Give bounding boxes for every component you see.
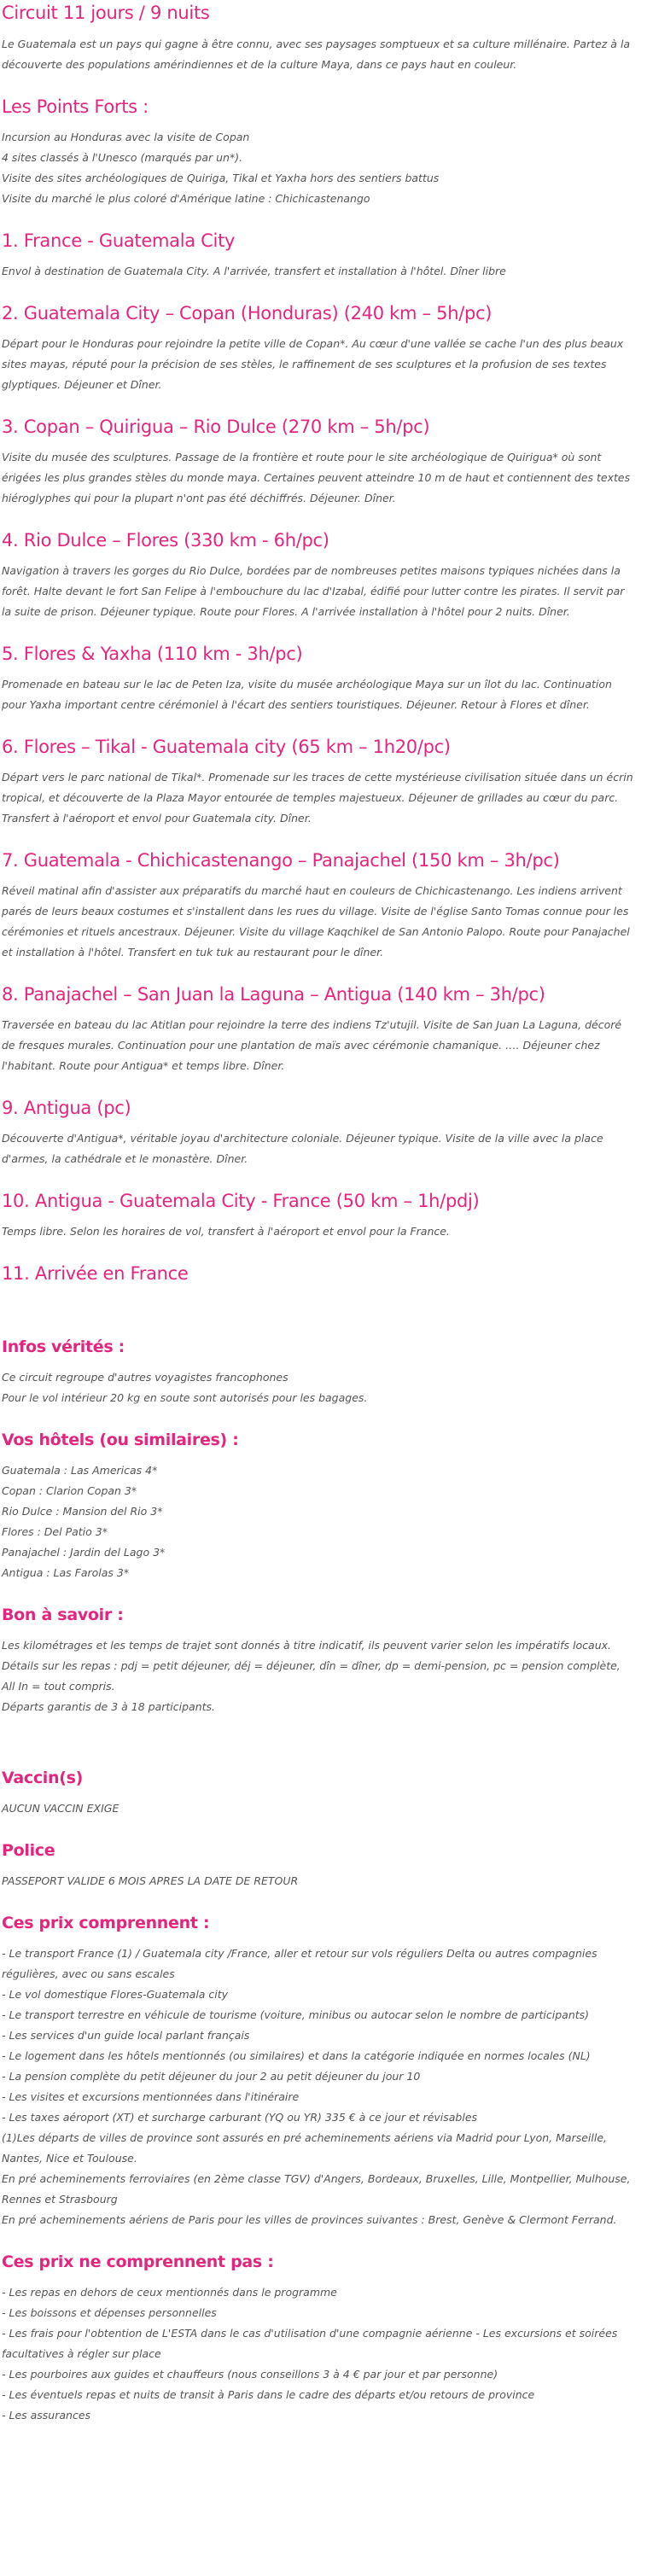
list-item: Détails sur les repas : pdj = petit déjeuner, déj = déjeuner, dîn = dîner, dp = demi-pension, pc = pension complète, All In = tout compris.	[2, 1659, 621, 1693]
list-item: - Les taxes aéroport (XT) et surcharge carburant (YQ ou YR) 335 € à ce jour et révisables	[2, 2111, 478, 2124]
list-item: - La pension complète du petit déjeuner du jour 2 au petit déjeuner du jour 10	[2, 2070, 421, 2083]
day-title: 4. Rio Dulce – Flores (330 km - 6h/pc)	[2, 530, 329, 551]
intro-text: Le Guatemala est un pays qui gagne à être connu, avec ses paysages somptueux et sa culture millénaire. Partez à la découverte des populations amérindiennes et de la culture Maya, dans ce pays haut en couleur.	[2, 38, 631, 71]
list-item: - Le vol domestique Flores-Guatemala city	[2, 1988, 229, 2001]
list-item: - Les boissons et dépenses personnelles	[2, 2306, 217, 2319]
prix-comprennent-list	[2, 1944, 633, 2230]
infos-section	[2, 1336, 633, 1408]
list-item: Départs garantis de 3 à 18 participants.	[2, 1700, 216, 1713]
day-text: Réveil matinal afin d'assister aux préparatifs du marché haut en couleurs de Chichicastenango. Les indiens arrivent parés de leurs beaux costumes et s'installent dans les rues du village. Visite de l'église Santo Tomas connue pour les cérémonies et rituels ancestraux. Déjeuner. Visite du village Kaqchikel de San Antonio Palopo. Route pour Panajachel et installation à l'hôtel. Transfert en tuk tuk au restaurant pour le dîner.	[2, 884, 630, 959]
list-item: Pour le vol intérieur 20 kg en soute sont autorisés pour les bagages.	[2, 1391, 368, 1404]
prix-comprennent-heading: Ces prix comprennent :	[2, 1914, 210, 1932]
list-item: - Les pourboires aux guides et chauffeurs (nous conseillons 3 à 4 € par jour et par personne)	[2, 2368, 498, 2381]
day-title: 9. Antigua (pc)	[2, 1098, 131, 1118]
vaccins-section	[2, 1767, 633, 1819]
list-item: Visite des sites archéologiques de Quiriga, Tikal et Yaxha hors des sentiers battus	[2, 172, 440, 184]
day-title: 8. Panajachel – San Juan la Laguna – Antigua (140 km – 3h/pc)	[2, 984, 545, 1005]
list-item: Les kilométrages et les temps de trajet sont donnés à titre indicatif, ils peuvent varier selon les impératifs locaux.	[2, 1639, 611, 1652]
list-item: - Les frais pour l'obtention de L'ESTA dans le cas d'utilisation d'une compagnie aérienne - Les excursions et soirées facultatives à régler sur place	[2, 2327, 618, 2360]
bon-a-savoir-list	[2, 1635, 633, 1717]
prix-ne-comprennent-list	[2, 2282, 633, 2426]
list-item: Antigua : Las Farolas 3*	[2, 1566, 130, 1579]
list-item: - Les visites et excursions mentionnées dans l'itinéraire	[2, 2090, 300, 2103]
police-heading: Police	[2, 1841, 55, 1860]
list-item: - Les services d'un guide local parlant français	[2, 2029, 250, 2042]
list-item: - Le transport terrestre en véhicule de tourisme (voiture, minibus ou autocar selon le nombre de participants)	[2, 2008, 590, 2021]
day-title: 6. Flores – Tikal - Guatemala city (65 km – 1h20/pc)	[2, 737, 451, 757]
day-4	[2, 529, 633, 622]
list-item: Ce circuit regroupe d'autres voyagistes francophones	[2, 1371, 289, 1384]
day-title: 5. Flores & Yaxha (110 km - 3h/pc)	[2, 644, 303, 664]
day-title: 1. France - Guatemala City	[2, 230, 236, 251]
list-item: Guatemala : Las Americas 4*	[2, 1464, 158, 1477]
prix-comprennent-section	[2, 1912, 633, 2230]
day-10	[2, 1190, 633, 1242]
list-item: Visite du marché le plus coloré d'Amérique latine : Chichicastenango	[2, 192, 370, 205]
infos-heading: Infos vérités :	[2, 1338, 125, 1356]
day-3	[2, 416, 633, 509]
list-item: Rio Dulce : Mansion del Rio 3*	[2, 1505, 163, 1518]
bon-a-savoir-section	[2, 1604, 633, 1717]
day-text: Navigation à travers les gorges du Rio Dulce, bordées par de nombreuses petites maisons typiques nichées dans la forêt. Halte devant le fort San Felipe à l'embouchure du lac d'Izabal, édifié pour lutter contre les pirates. Il servit par la suite de prison. Déjeuner typique. Route pour Flores. A l'arrivée installation à l'hôtel pour 2 nuits. Dîner.	[2, 564, 625, 618]
day-7	[2, 849, 633, 963]
day-title: 11. Arrivée en France	[2, 1263, 189, 1284]
day-text: Temps libre. Selon les horaires de vol, transfert à l'aéroport et envol pour la France.	[2, 1225, 450, 1238]
list-item: Panajachel : Jardin del Lago 3*	[2, 1546, 166, 1559]
hotels-section	[2, 1429, 633, 1583]
day-text: Découverte d'Antigua*, véritable joyau d'architecture coloniale. Déjeuner typique. Visite de la ville avec la place d'armes, la cathédrale et le monastère. Dîner.	[2, 1132, 603, 1165]
points-forts-heading: Les Points Forts :	[2, 96, 149, 117]
list-item: - Le logement dans les hôtels mentionnés (ou similaires) et dans la catégorie indiquée en normes locales (NL)	[2, 2049, 591, 2062]
vaccins-heading: Vaccin(s)	[2, 1769, 84, 1787]
day-2	[2, 302, 633, 395]
points-forts-section	[2, 96, 633, 209]
list-item: - Les assurances	[2, 2409, 91, 2422]
list-item: En pré acheminements aériens de Paris pour les villes de provinces suivantes : Brest, Genève & Clermont Ferrand.	[2, 2213, 617, 2226]
page-title: Circuit 11 jours / 9 nuits	[2, 3, 210, 23]
hotels-list	[2, 1460, 633, 1583]
day-1	[2, 230, 633, 282]
police-text: PASSEPORT VALIDE 6 MOIS APRES LA DATE DE RETOUR	[2, 1874, 299, 1887]
day-text: Promenade en bateau sur le lac de Peten Iza, visite du musée archéologique Maya sur un îlot du lac. Continuation pour Yaxha important centre cérémoniel à l'écart des sentiers touristiques. Déjeuner. Retour à Flores et dîner.	[2, 678, 612, 711]
list-item: Copan : Clarion Copan 3*	[2, 1484, 137, 1497]
list-item: 4 sites classés à l'Unesco (marqués par un*).	[2, 151, 243, 164]
list-item: - Les repas en dehors de ceux mentionnés dans le programme	[2, 2286, 337, 2299]
prix-ne-comprennent-section	[2, 2251, 633, 2426]
day-9	[2, 1097, 633, 1169]
bon-a-savoir-heading: Bon à savoir :	[2, 1606, 124, 1624]
list-item: Flores : Del Patio 3*	[2, 1525, 108, 1538]
day-text: Départ pour le Honduras pour rejoindre la petite ville de Copan*. Au cœur d'une vallée se cache l'un des plus beaux sites mayas, réputé pour la précision de ses stèles, le raffinement de ses sculptures et la profusion de ses textes glyptiques. Déjeuner et Dîner.	[2, 337, 624, 391]
prix-ne-comprennent-heading: Ces prix ne comprennent pas :	[2, 2253, 274, 2271]
vaccins-text: AUCUN VACCIN EXIGE	[2, 1802, 119, 1815]
list-item: (1)Les départs de villes de province sont assurés en pré acheminements aériens via Madrid pour Lyon, Marseille, Nantes, Nice et Toulouse.	[2, 2131, 608, 2165]
list-item: - Le transport France (1) / Guatemala city /France, aller et retour sur vols réguliers Delta ou autres compagnies régulières, avec ou sans escales	[2, 1947, 597, 1980]
day-text: Visite du musée des sculptures. Passage de la frontière et route pour le site archéologique de Quirigua* où sont érigées les plus grandes stèles du monde maya. Certaines peuvent atteindre 10 m de haut et contiennent des textes hiéroglyphes qui pour la plupart n'ont pas été déchiffrés. Déjeuner. Dîner.	[2, 451, 631, 504]
infos-list	[2, 1367, 633, 1408]
day-5	[2, 643, 633, 715]
list-item: Incursion au Honduras avec la visite de Copan	[2, 131, 250, 143]
day-text: Départ vers le parc national de Tikal*. Promenade sur les traces de cette mystérieuse civilisation située dans un écrin tropical, et découverte de la Plaza Mayor entourée de temples majestueux. Déjeuner de grillades au cœur du parc. Transfert à l'aéroport et envol pour Guatemala city. Dîner.	[2, 771, 633, 825]
day-8	[2, 983, 633, 1076]
list-item: - Les éventuels repas et nuits de transit à Paris dans le cadre des départs et/ou retours de province	[2, 2388, 535, 2401]
day-6	[2, 736, 633, 829]
day-title: 10. Antigua - Guatemala City - France (50 km – 1h/pdj)	[2, 1191, 480, 1211]
day-title: 3. Copan – Quirigua – Rio Dulce (270 km – 5h/pc)	[2, 417, 430, 437]
day-title: 7. Guatemala - Chichicastenango – Panajachel (150 km – 3h/pc)	[2, 850, 560, 871]
points-forts-list	[2, 127, 633, 209]
day-11	[2, 1262, 633, 1285]
hotels-heading: Vos hôtels (ou similaires) :	[2, 1431, 239, 1449]
police-section	[2, 1839, 633, 1891]
day-title: 2. Guatemala City – Copan (Honduras) (240 km – 5h/pc)	[2, 303, 493, 323]
day-text: Envol à destination de Guatemala City. A l'arrivée, transfert et installation à l'hôtel. Dîner libre	[2, 265, 506, 277]
list-item: En pré acheminements ferroviaires (en 2ème classe TGV) d'Angers, Bordeaux, Bruxelles, Lille, Montpellier, Mulhouse, Rennes et Strasbourg	[2, 2172, 631, 2206]
day-text: Traversée en bateau du lac Atitlan pour rejoindre la terre des indiens Tz'utujil. Visite de San Juan La Laguna, décoré de fresques murales. Continuation pour une plantation de maïs avec cérémonie chamanique. …. Déjeuner chez l'habitant. Route pour Antigua* et temps libre. Dîner.	[2, 1018, 622, 1072]
